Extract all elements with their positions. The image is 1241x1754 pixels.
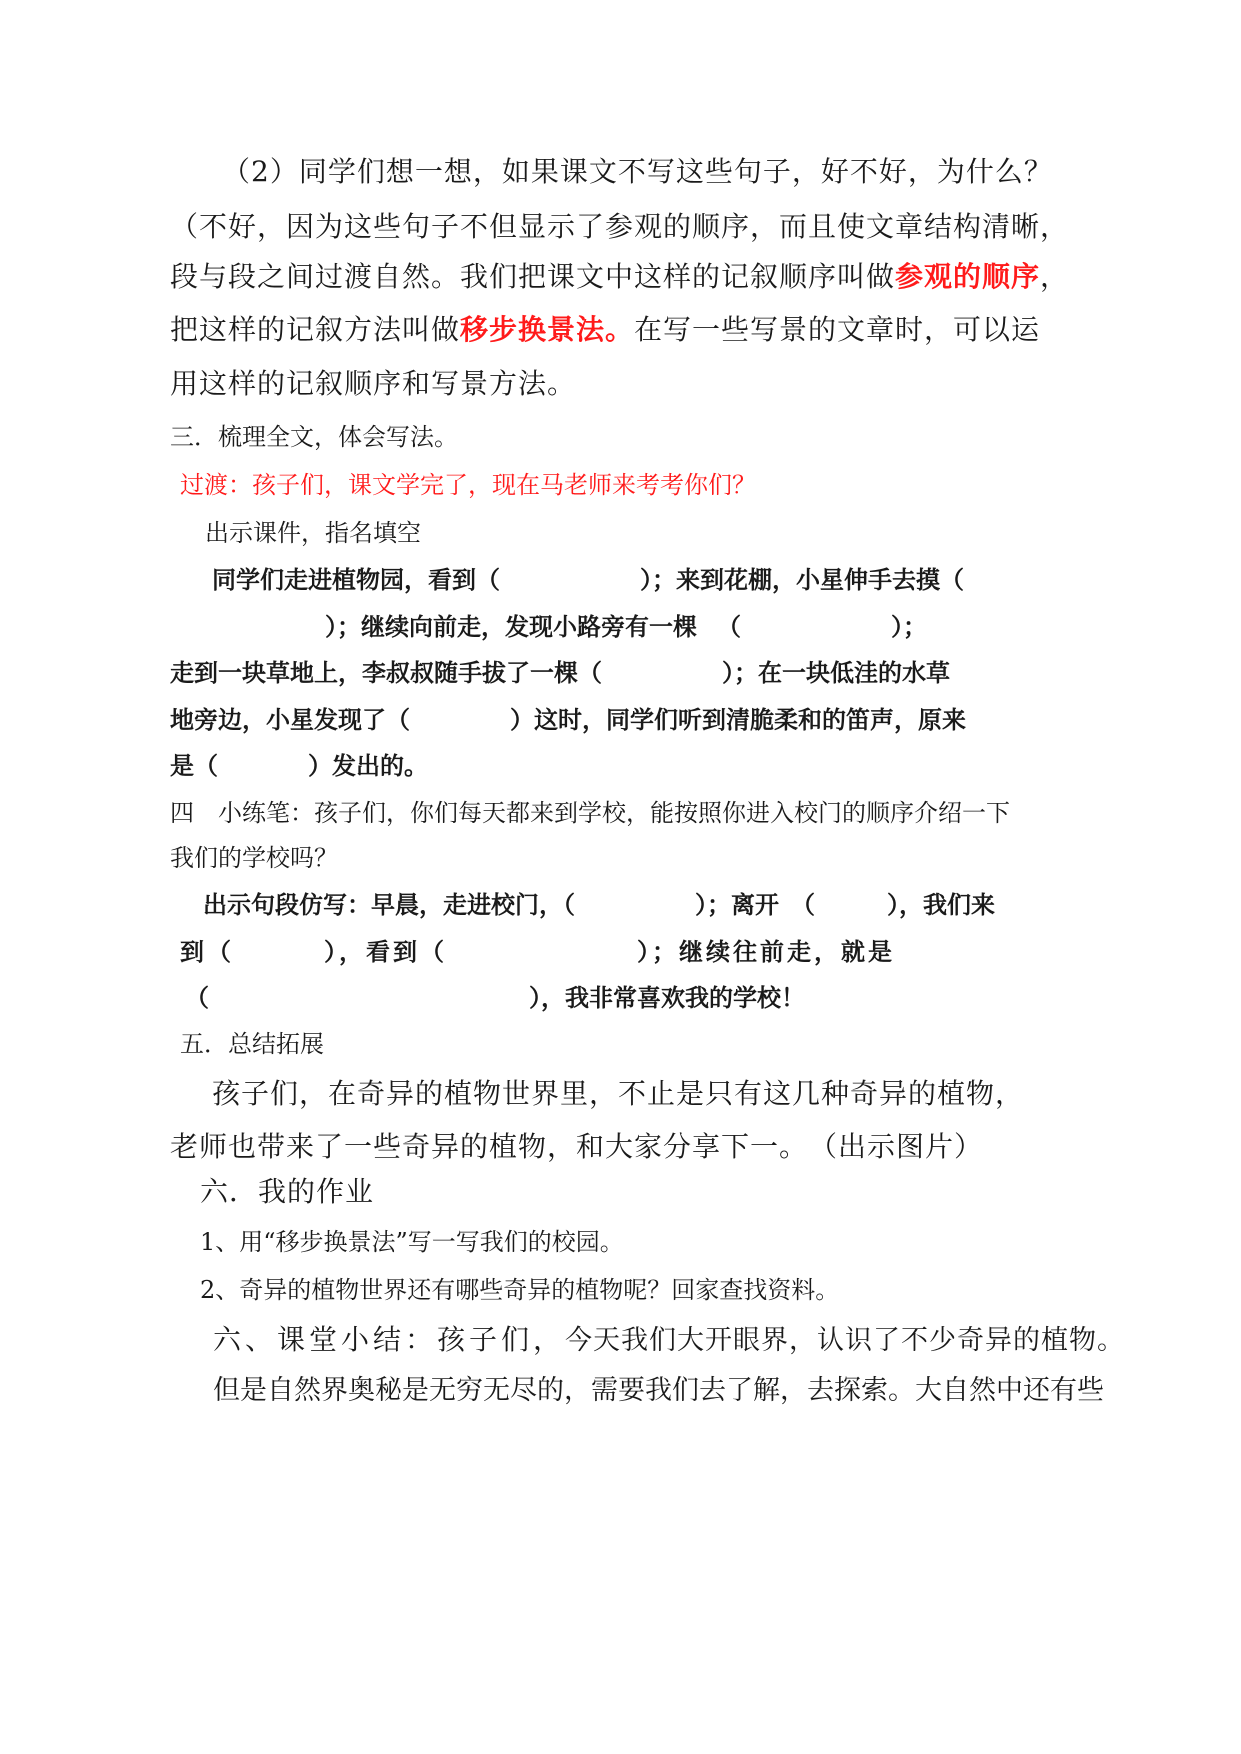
answer-line-3 xyxy=(170,308,1040,348)
answer-text: 段与段之间过渡自然。我们把课文中这样的记叙顺序叫做 xyxy=(170,260,896,293)
section-heading-6: 六．我的作业 xyxy=(200,1175,375,1208)
fill-text: ）； xyxy=(891,613,927,641)
summary-text: 今天我们大开眼界，认识了不少奇异的植物。 xyxy=(565,1325,1126,1356)
fill-text: ）这时，同学们听到清脆柔和的笛声，原来 xyxy=(510,706,966,734)
answer-line-1: （不好，因为这些句子不但显示了参观的顺序，而且使文章结构清晰， xyxy=(170,210,1070,243)
homework-item-1: 1、用“移步换景法”写一写我们的校园。 xyxy=(200,1228,624,1256)
class-summary-line-2: 但是自然界奥秘是无穷无尽的，需要我们去了解，去探索。大自然中还有些 xyxy=(213,1375,1104,1406)
transition-line: 过渡：孩子们，课文学完了，现在马老师来考考你们？ xyxy=(180,471,756,499)
answer-line-2 xyxy=(170,255,1069,295)
imitate-text: ）；离开 （ xyxy=(695,891,815,919)
fill-line-4 xyxy=(170,700,966,735)
imitate-line-2 xyxy=(180,932,895,967)
summary-lead: 六、课堂小结：孩子们， xyxy=(213,1323,566,1356)
answer-text: 把这样的记叙方法叫做 xyxy=(170,313,461,346)
fill-line-2 xyxy=(325,607,927,642)
imitate-text: （ xyxy=(185,984,209,1012)
summary-ext-line-2: 老师也带来了一些奇异的植物，和大家分享下一。 （出示图片） xyxy=(170,1130,984,1163)
fill-text: ）；在一块低洼的水草 xyxy=(722,659,950,687)
fill-line-1 xyxy=(212,560,964,595)
answer-text: 在写一些写景的文章时，可以运 xyxy=(634,313,1041,346)
class-summary-line-1 xyxy=(213,1318,1125,1358)
fill-text: 同学们走进植物园，看到（ xyxy=(212,566,500,594)
imitate-text: 到（ xyxy=(180,938,234,966)
imitate-text: ），我们来 xyxy=(887,891,995,919)
fill-text: ）发出的。 xyxy=(308,752,428,780)
practice-line-1: 四 小练笔：孩子们，你们每天都来到学校，能按照你进入校门的顺序介绍一下 xyxy=(170,799,1010,827)
imitate-line-3 xyxy=(185,978,805,1013)
answer-text: ， xyxy=(1040,260,1070,293)
fill-line-5 xyxy=(170,746,428,781)
fill-text: 是（ xyxy=(170,752,218,780)
fill-text: 走到一块草地上，李叔叔随手拔了一棵（ xyxy=(170,659,602,687)
show-courseware-line: 出示课件，指名填空 xyxy=(205,519,421,547)
imitate-text: ），看到（ xyxy=(324,938,447,966)
fill-line-3 xyxy=(170,653,950,688)
imitate-line-1 xyxy=(203,885,995,920)
section-heading-5: 五．总结拓展 xyxy=(180,1030,324,1058)
imitate-text: ），我非常喜欢我的学校！ xyxy=(529,984,805,1012)
question-line: （2）同学们想一想，如果课文不写这些句子，好不好，为什么？ xyxy=(222,155,1053,188)
imitate-text: ）；继续往前走，就是 xyxy=(637,938,895,966)
section-heading-3: 三．梳理全文，体会写法。 xyxy=(170,423,458,451)
homework-item-2: 2、奇异的植物世界还有哪些奇异的植物呢？回家查找资料。 xyxy=(200,1276,840,1304)
highlight-visit-order: 参观的顺序 xyxy=(895,260,1041,293)
fill-text: 地旁边，小星发现了（ xyxy=(170,706,410,734)
summary-ext-line-1: 孩子们，在奇异的植物世界里，不止是只有这几种奇异的植物， xyxy=(212,1077,1025,1110)
fill-text: ）；继续向前走，发现小路旁有一棵 xyxy=(325,613,697,641)
fill-text: ）；来到花棚，小星伸手去摸（ xyxy=(640,566,964,594)
imitate-text: 出示句段仿写：早晨，走进校门，（ xyxy=(203,891,575,919)
answer-line-4: 用这样的记叙顺序和写景方法。 xyxy=(170,367,577,400)
fill-text: （ xyxy=(717,613,741,641)
practice-line-2: 我们的学校吗？ xyxy=(170,844,338,872)
highlight-method: 移步换景法。 xyxy=(460,313,635,346)
